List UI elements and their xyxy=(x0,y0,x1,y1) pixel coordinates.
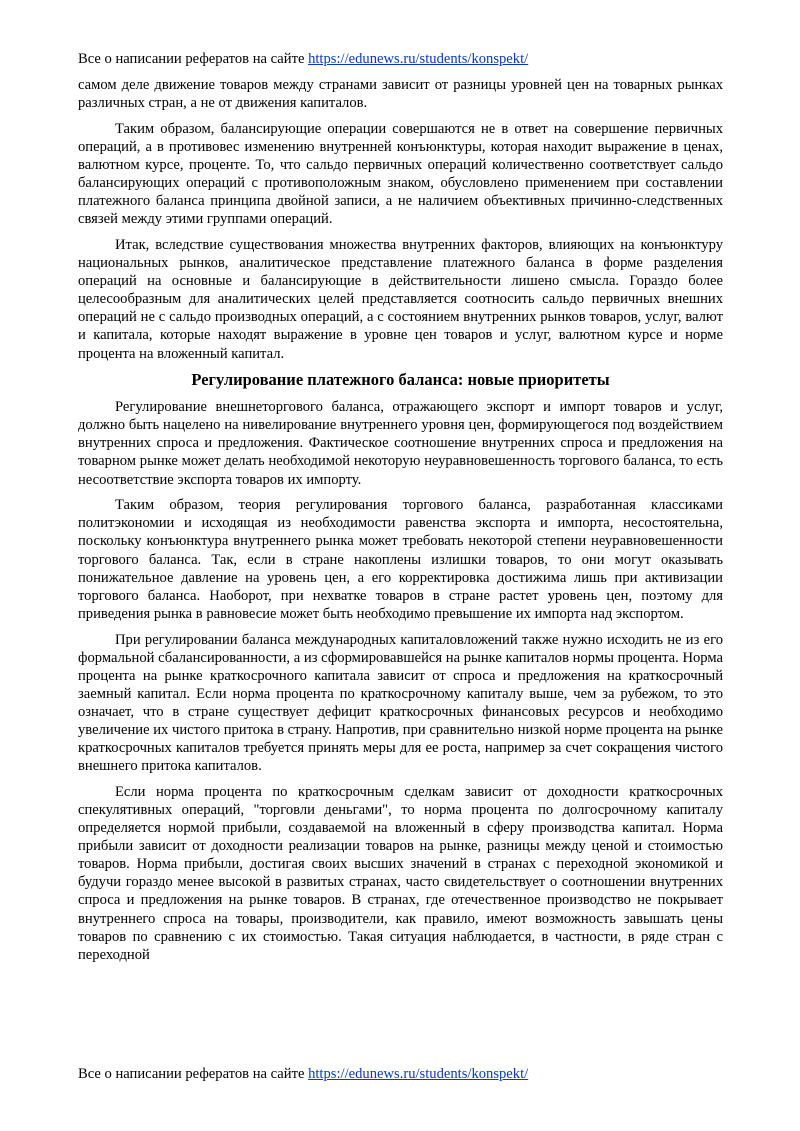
page-footer xyxy=(78,1065,528,1083)
paragraph-4: Таким образом, теория регулирования торгового баланса, разработанная классиками политэкономии и исходящая из необходимости равенства экспорта и импорта, несостоятельна, поскольку конъюнктура внутреннего рынка может требовать некоторой степени неуравновешенности торгового баланса. Так, если в стране накоплены излишки товаров, то они могут оказывать понижательное давление на уровень цен, а его корректировка достижима лишь при активизации торгового баланса. Наоборот, при нехватке товаров в стране растет уровень цен, поэтому для приведения рынка в равновесие может быть необходимо превышение их импорта над экспортом. xyxy=(78,497,723,622)
paragraph-2: Итак, вследствие существования множества внутренних факторов, влияющих на конъюнктуру национальных рынков, аналитическое представление платежного баланса в форме разделения операций на основные и балансирующие в действительности лишено смысла. Гораздо более целесообразным для аналитических целей представляется соотносить сальдо первичных внешних операций не с сальдо производных операций, а с состоянием внутренних рынков товаров, услуг, валют и капитала, которые находят выражение в уровне цен товаров и услуг, валютном курсе и норме процента на вложенный капитал. xyxy=(78,236,723,362)
header-link[interactable]: https://edunews.ru/students/konspekt/ xyxy=(308,51,529,67)
footer-prefix: Все о написании рефератов на сайте xyxy=(78,1066,309,1082)
document-body xyxy=(78,76,723,971)
paragraph-3: Регулирование внешнеторгового баланса, отражающего экспорт и импорт товаров и услуг, должно быть нацелено на нивелирование внутреннего уровня цен, формирующегося под воздействием внутренних спроса и предложения. Фактическое соотношение внутренних спроса и предложения на товарном рынке может делать необходимой некоторую неуравновешенность торгового баланса, то есть несоответствие экспорта товаров их импорту. xyxy=(78,399,723,488)
page-header xyxy=(78,50,528,68)
document-page xyxy=(78,0,723,1131)
footer-link[interactable]: https://edunews.ru/students/konspekt/ xyxy=(308,1066,529,1082)
section-heading: Регулирование платежного баланса: новые приоритеты xyxy=(191,370,610,390)
header-prefix: Все о написании рефератов на сайте xyxy=(78,51,309,67)
paragraph-6: Если норма процента по краткосрочным сделкам зависит от доходности краткосрочных спекулятивных операций, "торговли деньгами", то норма процента по долгосрочному капиталу определяется нормой прибыли, создаваемой на вложенный в сферу производства капитал. Норма прибыли зависит от доходности реализации товаров на рынке, разницы между ценой и стоимостью товаров. Норма прибыли, достигая своих высших значений в странах с переходной экономикой и будучи гораздо менее высокой в развитых странах, часто свидетельствует о соотношении внутренних спроса и предложения на рынке товаров. В странах, где отечественное производство не покрывает внутреннего спроса на товары, производители, как правило, имеют возможность завышать цены товаров по сравнению с их стоимостью. Такая ситуация наблюдается, в частности, в ряде стран с переходной xyxy=(78,783,723,963)
paragraph-5: При регулировании баланса международных капиталовложений также нужно исходить не из его формальной сбалансированности, а из сформировавшейся на рынке капиталов нормы процента. Норма процента на рынке краткосрочного капитала зависит от спроса и предложения на краткосрочный заемный капитал. Если норма процента по краткосрочному капиталу выше, чем за рубежом, то это означает, что в стране существует дефицит краткосрочных финансовых ресурсов и необходимо увеличение их чистого притока в страну. Напротив, при сравнительно низкой норме процента на рынке краткосрочных капиталов требуется принять меры для ее роста, например за счет сокращения чистого внешнего притока капиталов. xyxy=(78,631,723,775)
paragraph-continuation: самом деле движение товаров между странами зависит от разницы уровней цен на товарных рынках различных стран, а не от движения капиталов. xyxy=(78,77,723,112)
paragraph-1: Таким образом, балансирующие операции совершаются не в ответ на совершение первичных операций, а в противовес изменению внутренней конъюнктуры, которая находит выражение в ценах, валютном курсе, проценте. То, что сальдо первичных операций количественно соответствует сальдо балансирующих операций с противоположным знаком, обусловлено применением при составлении платежного баланса принципа двойной записи, а не наличием объективных причинно-следственных связей между этими группами операций. xyxy=(78,120,723,228)
